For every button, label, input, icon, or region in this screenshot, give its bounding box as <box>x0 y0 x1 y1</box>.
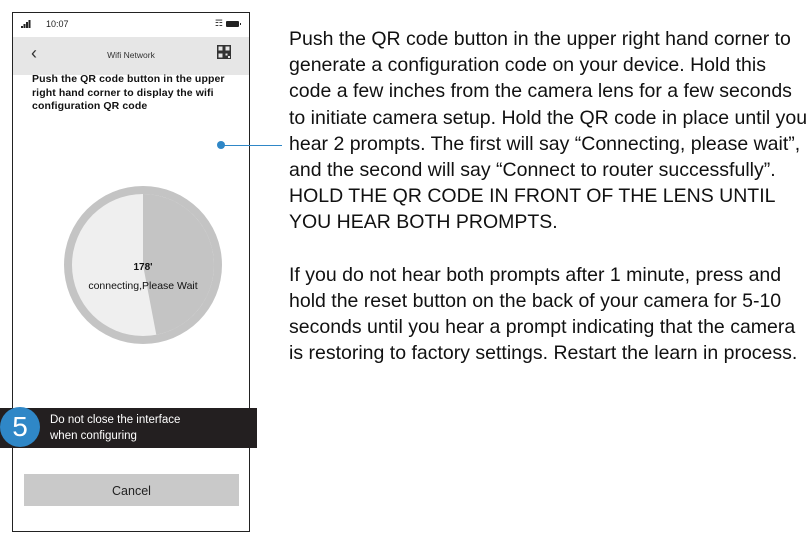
signal-icon <box>21 20 31 28</box>
warning-message-line1: Do not close the interface <box>50 414 181 426</box>
warning-message-line2: when configuring <box>50 430 137 442</box>
progress-value: 178' <box>133 262 153 273</box>
nav-bar <box>13 37 249 75</box>
qr-instruction-text: Push the QR code button in the upper right hand corner to display the wifi configuration QR code <box>32 73 225 112</box>
callout-line <box>220 145 282 146</box>
description-paragraph-1: Push the QR code button in the upper right hand corner to generate a configuration code on your device. Hold this code a few inches from the camera lens for a few seconds to initiate camera setup. Hold the QR code in place until you hear 2 prompts. The first will say “Connecting, please wait”, and the second will say “Connect to router successfully”. HOLD THE QR CODE IN FRONT OF THE LENS UNTIL YOU HEAR BOTH PROMPTS. <box>289 28 808 234</box>
cancel-button[interactable]: Cancel <box>24 474 239 506</box>
battery-icon <box>226 21 239 27</box>
progress-status: connecting,Please Wait <box>88 280 198 292</box>
gauge-label <box>63 259 223 295</box>
qr-code-icon[interactable] <box>217 45 231 59</box>
phone-screen <box>12 12 250 532</box>
back-icon[interactable]: ‹ <box>31 43 37 63</box>
nav-title: Wifi Network <box>107 50 155 60</box>
status-bar <box>13 13 249 37</box>
description-paragraph-2: If you do not hear both prompts after 1 minute, press and hold the reset button on the back of your camera for 5-10 seconds until you hear a prompt indicating that the camera is restoring to factory settings. Restart the learn in process. <box>289 263 798 365</box>
description-text <box>289 26 809 366</box>
wifi-icon: ☶ <box>214 18 223 28</box>
warning-message <box>50 412 250 444</box>
status-time: 10:07 <box>46 19 69 29</box>
step-number-badge: 5 <box>0 407 40 447</box>
callout-dot <box>217 141 225 149</box>
